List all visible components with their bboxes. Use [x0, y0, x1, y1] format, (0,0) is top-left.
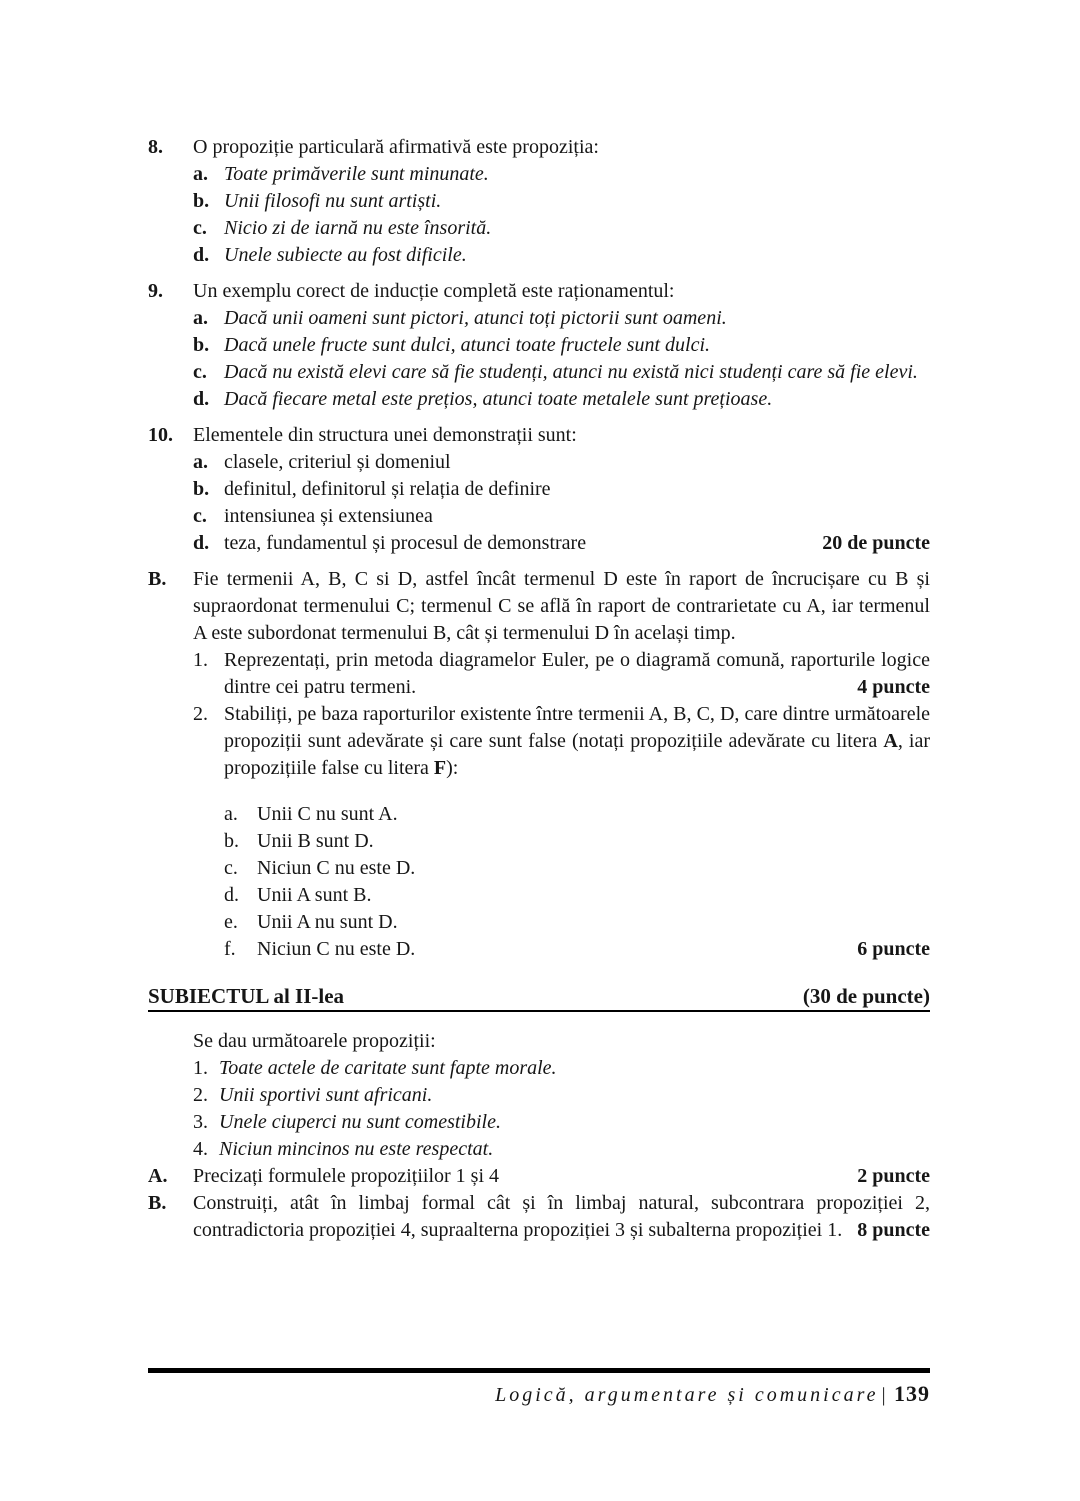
points-label: 8 puncte	[857, 1219, 930, 1241]
sublist-item	[224, 936, 930, 963]
proposition	[193, 1055, 930, 1082]
footer-text	[148, 1380, 930, 1409]
item-2-text-part: ):	[446, 757, 459, 779]
part-b-intro-text: Fie termenii A, B, C si D, astfel încât termenul D este în raport de încrucișare cu B și supraordonat termenului C; termenul C se află în raport de contrarietate cu A, iar termenul A este subordonat termenului B, cât și termenului D în același timp.	[193, 568, 930, 644]
proposition-number: 2.	[193, 1084, 208, 1106]
option-letter: d.	[193, 532, 210, 554]
subject-two-body	[148, 1028, 930, 1244]
sublist-text: Unii C nu sunt A.	[257, 803, 398, 825]
points-label: 6 puncte	[857, 938, 930, 960]
proposition-number: 1.	[193, 1057, 208, 1079]
task-label: B.	[148, 1192, 167, 1214]
answer-option	[193, 215, 930, 242]
item-2-bold-letter: A	[883, 730, 898, 752]
sublist-item	[224, 909, 930, 936]
answer-option	[193, 503, 930, 530]
question-stem-row	[148, 422, 930, 449]
proposition-number: 4.	[193, 1138, 208, 1160]
option-text: Dacă unele fructe sunt dulci, atunci toate fructele sunt dulci.	[224, 334, 711, 356]
proposition-text: Niciun mincinos nu este respectat.	[219, 1138, 494, 1160]
sublist-item	[224, 828, 930, 855]
task-b-text: Construiți, atât în limbaj formal cât și în limbaj natural, subcontrara propoziției 2, contradictoria propoziției 4, supraalterna propoziției 3 și subalterna propoziției 1.	[193, 1192, 930, 1241]
option-letter: a.	[193, 451, 208, 473]
proposition-text: Toate actele de caritate sunt fapte morale.	[219, 1057, 557, 1079]
option-letter: b.	[193, 190, 210, 212]
question-10	[148, 422, 930, 557]
question-9	[148, 278, 930, 413]
proposition-number: 3.	[193, 1111, 208, 1133]
answer-option	[193, 242, 930, 269]
task-label: A.	[148, 1165, 168, 1187]
item-1-text: Reprezentați, prin metoda diagramelor Euler, pe o diagramă comună, raporturile logice dintre cei patru termeni.	[224, 649, 930, 698]
question-text: Un exemplu corect de inducție completă este raționamentul:	[193, 280, 675, 302]
option-letter: a.	[193, 163, 208, 185]
sublist-letter: e.	[224, 911, 238, 933]
option-text: Unele subiecte au fost dificile.	[224, 244, 467, 266]
option-letter: c.	[193, 217, 207, 239]
footer-rule	[148, 1368, 930, 1373]
option-text: Toate primăverile sunt minunate.	[224, 163, 489, 185]
sublist-item	[224, 855, 930, 882]
points-label: 2 puncte	[857, 1165, 930, 1187]
option-text: Nicio zi de iarnă nu este însorită.	[224, 217, 492, 239]
proposition-text: Unele ciuperci nu sunt comestibile.	[219, 1111, 501, 1133]
section-heading-points: (30 de puncte)	[802, 984, 930, 1008]
sublist-letter: a.	[224, 803, 238, 825]
option-text: teza, fundamentul și procesul de demonstrare	[224, 532, 587, 554]
item-2-bold-letter: F	[433, 757, 447, 779]
part-label: B.	[148, 568, 167, 590]
page-footer	[148, 1368, 930, 1409]
answer-option	[193, 305, 930, 332]
points-label: 20 de puncte	[822, 532, 930, 554]
option-text: definitul, definitorul și relația de definire	[224, 478, 551, 500]
option-text: Dacă nu există elevi care să fie studenți, atunci nu există nici studenți care să fie elevi.	[224, 361, 918, 383]
item-2-text-part: Stabiliți, pe baza raporturilor existente între termenii A, B, C, D, care dintre următoarele propoziții sunt adevărate și care sunt false (notați propozițiile adevărate cu litera	[224, 703, 930, 752]
item-number: 1.	[193, 649, 208, 671]
answer-option	[193, 449, 930, 476]
task-text	[193, 1190, 930, 1244]
section-heading	[148, 983, 930, 1012]
sublist-text: Unii A sunt B.	[257, 884, 372, 906]
sublist-letter: b.	[224, 830, 239, 852]
task-a	[148, 1163, 930, 1190]
sublist-letter: f.	[224, 938, 236, 960]
proposition	[193, 1109, 930, 1136]
book-title: Logică, argumentare și comunicare	[495, 1384, 879, 1406]
task-text: Precizați formulele propozițiilor 1 și 4	[193, 1165, 500, 1187]
task-b	[148, 1190, 930, 1244]
question-text: O propoziție particulară afirmativă este propoziția:	[193, 136, 599, 158]
option-letter: a.	[193, 307, 208, 329]
page-number: 139	[894, 1381, 930, 1406]
option-text: Unii filosofi nu sunt artiști.	[224, 190, 442, 212]
page-content	[148, 134, 930, 1244]
option-letter: b.	[193, 334, 210, 356]
proposition	[193, 1136, 930, 1163]
answer-option	[193, 359, 930, 386]
question-text: Elementele din structura unei demonstrații sunt:	[193, 424, 577, 446]
option-text: clasele, criteriul și domeniul	[224, 451, 451, 473]
item-2-text-part: , iar propozițiile false cu litera	[224, 730, 931, 779]
answer-option	[193, 188, 930, 215]
proposition	[193, 1082, 930, 1109]
question-number: 9.	[148, 280, 163, 302]
option-text: Dacă unii oameni sunt pictori, atunci toți pictorii sunt oameni.	[224, 307, 727, 329]
proposition-text: Unii sportivi sunt africani.	[219, 1084, 433, 1106]
question-number: 10.	[148, 424, 173, 446]
option-letter: b.	[193, 478, 210, 500]
item-text	[224, 647, 930, 701]
sublist-letter: c.	[224, 857, 238, 879]
section-heading-title: SUBIECTUL al II-lea	[148, 984, 345, 1008]
sublist-item	[224, 801, 930, 828]
answer-option	[193, 476, 930, 503]
answer-option	[193, 161, 930, 188]
sublist-text: Niciun C nu este D.	[257, 938, 416, 960]
question-stem-row	[148, 278, 930, 305]
sublist-letter: d.	[224, 884, 239, 906]
option-text: Dacă fiecare metal este prețios, atunci toate metalele sunt prețioase.	[224, 388, 773, 410]
part-b	[148, 566, 930, 963]
item-number: 2.	[193, 703, 208, 725]
part-b-intro-row	[148, 566, 930, 647]
part-b-item-2	[193, 701, 930, 782]
option-letter: c.	[193, 361, 207, 383]
question-number: 8.	[148, 136, 163, 158]
part-b-item-1	[193, 647, 930, 701]
question-8	[148, 134, 930, 269]
sublist-text: Niciun C nu este D.	[257, 857, 416, 879]
points-label: 4 puncte	[857, 676, 930, 698]
option-text: intensiunea și extensiunea	[224, 505, 433, 527]
part-b-item-2-sublist	[224, 801, 930, 963]
answer-option	[193, 386, 930, 413]
option-letter: d.	[193, 388, 210, 410]
sublist-item	[224, 882, 930, 909]
sublist-text: Unii A nu sunt D.	[257, 911, 398, 933]
option-letter: d.	[193, 244, 210, 266]
question-stem-row	[148, 134, 930, 161]
item-text	[224, 701, 930, 782]
answer-option	[193, 530, 930, 557]
option-letter: c.	[193, 505, 207, 527]
sublist-text: Unii B sunt D.	[257, 830, 374, 852]
footer-separator: |	[880, 1384, 886, 1406]
subject-two-intro: Se dau următoarele propoziții:	[193, 1030, 436, 1052]
answer-option	[193, 332, 930, 359]
